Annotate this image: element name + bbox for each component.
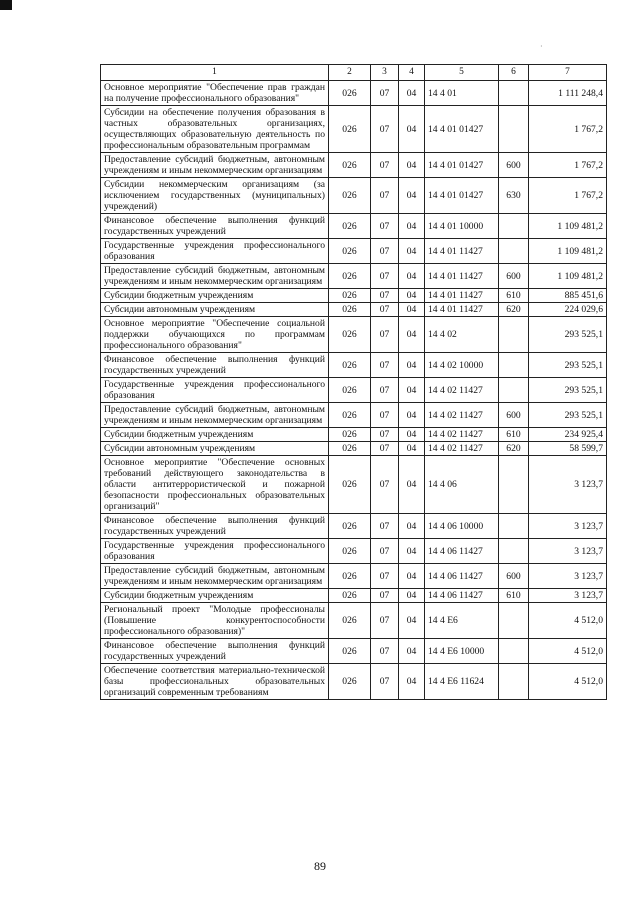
amount-cell: 1 767,2 xyxy=(529,178,607,214)
section-cell: 07 xyxy=(371,353,399,378)
table-row xyxy=(101,153,607,178)
target-article-cell: 14 4 06 11427 xyxy=(425,564,499,589)
row-name-cell: Обеспечение соответствия материально-технической базы профессиональных образовательных организаций современным требованиям xyxy=(101,664,329,700)
ved-code-cell: 026 xyxy=(329,589,371,603)
amount-cell: 4 512,0 xyxy=(529,603,607,639)
amount-cell: 58 599,7 xyxy=(529,442,607,456)
header-cell: 5 xyxy=(425,65,499,81)
subsection-cell: 04 xyxy=(399,153,425,178)
target-article-cell: 14 4 06 11427 xyxy=(425,589,499,603)
target-article-cell: 14 4 01 01427 xyxy=(425,153,499,178)
row-name-cell: Субсидии бюджетным учреждениям xyxy=(101,289,329,303)
expense-type-cell: 600 xyxy=(499,264,529,289)
target-article-cell: 14 4 01 11427 xyxy=(425,303,499,317)
section-cell: 07 xyxy=(371,317,399,353)
ved-code-cell: 026 xyxy=(329,81,371,106)
ved-code-cell: 026 xyxy=(329,303,371,317)
amount-cell: 3 123,7 xyxy=(529,564,607,589)
expense-type-cell xyxy=(499,378,529,403)
target-article-cell: 14 4 02 11427 xyxy=(425,378,499,403)
amount-cell: 234 925,4 xyxy=(529,428,607,442)
amount-cell: 885 451,6 xyxy=(529,289,607,303)
subsection-cell: 04 xyxy=(399,264,425,289)
budget-table xyxy=(100,64,607,700)
table-row xyxy=(101,514,607,539)
amount-cell: 293 525,1 xyxy=(529,353,607,378)
row-name-cell: Предоставление субсидий бюджетным, автономным учреждениям и иным некоммерческим организациям xyxy=(101,153,329,178)
amount-cell: 3 123,7 xyxy=(529,539,607,564)
subsection-cell: 04 xyxy=(399,303,425,317)
expense-type-cell xyxy=(499,317,529,353)
expense-type-cell xyxy=(499,514,529,539)
table-row xyxy=(101,289,607,303)
target-article-cell: 14 4 01 01427 xyxy=(425,178,499,214)
table-row xyxy=(101,264,607,289)
section-cell: 07 xyxy=(371,514,399,539)
table-row xyxy=(101,442,607,456)
target-article-cell: 14 4 E6 10000 xyxy=(425,639,499,664)
ved-code-cell: 026 xyxy=(329,442,371,456)
amount-cell: 293 525,1 xyxy=(529,403,607,428)
amount-cell: 293 525,1 xyxy=(529,317,607,353)
subsection-cell: 04 xyxy=(399,353,425,378)
section-cell: 07 xyxy=(371,664,399,700)
expense-type-cell: 600 xyxy=(499,564,529,589)
amount-cell: 1 767,2 xyxy=(529,153,607,178)
section-cell: 07 xyxy=(371,289,399,303)
ved-code-cell: 026 xyxy=(329,317,371,353)
section-cell: 07 xyxy=(371,603,399,639)
ved-code-cell: 026 xyxy=(329,214,371,239)
row-name-cell: Субсидии бюджетным учреждениям xyxy=(101,428,329,442)
expense-type-cell: 610 xyxy=(499,428,529,442)
expense-type-cell xyxy=(499,214,529,239)
page-number: 89 xyxy=(314,859,326,873)
header-cell: 6 xyxy=(499,65,529,81)
scan-corner-mark xyxy=(0,0,12,10)
row-name-cell: Субсидии некоммерческим организациям (за исключением государственных (муниципальных) учреждений) xyxy=(101,178,329,214)
expense-type-cell xyxy=(499,603,529,639)
table-row xyxy=(101,239,607,264)
row-name-cell: Предоставление субсидий бюджетным, автономным учреждениям и иным некоммерческим организациям xyxy=(101,403,329,428)
row-name-cell: Региональный проект "Молодые профессионалы (Повышение конкурентоспособности профессионального образования)" xyxy=(101,603,329,639)
table-row xyxy=(101,403,607,428)
expense-type-cell: 620 xyxy=(499,442,529,456)
section-cell: 07 xyxy=(371,214,399,239)
target-article-cell: 14 4 E6 xyxy=(425,603,499,639)
table-row xyxy=(101,564,607,589)
ved-code-cell: 026 xyxy=(329,514,371,539)
row-name-cell: Субсидии автономным учреждениям xyxy=(101,303,329,317)
table-row xyxy=(101,378,607,403)
section-cell: 07 xyxy=(371,378,399,403)
row-name-cell: Финансовое обеспечение выполнения функций государственных учреждений xyxy=(101,514,329,539)
expense-type-cell xyxy=(499,664,529,700)
section-cell: 07 xyxy=(371,264,399,289)
target-article-cell: 14 4 01 11427 xyxy=(425,264,499,289)
row-name-cell: Субсидии автономным учреждениям xyxy=(101,442,329,456)
amount-cell: 1 109 481,2 xyxy=(529,264,607,289)
row-name-cell: Государственные учреждения профессионального образования xyxy=(101,378,329,403)
amount-cell: 1 109 481,2 xyxy=(529,214,607,239)
table-row xyxy=(101,539,607,564)
section-cell: 07 xyxy=(371,639,399,664)
section-cell: 07 xyxy=(371,153,399,178)
expense-type-cell: 600 xyxy=(499,153,529,178)
target-article-cell: 14 4 01 xyxy=(425,81,499,106)
ved-code-cell: 026 xyxy=(329,106,371,153)
amount-cell: 1 767,2 xyxy=(529,106,607,153)
ved-code-cell: 026 xyxy=(329,639,371,664)
section-cell: 07 xyxy=(371,178,399,214)
subsection-cell: 04 xyxy=(399,378,425,403)
subsection-cell: 04 xyxy=(399,106,425,153)
target-article-cell: 14 4 01 11427 xyxy=(425,289,499,303)
ved-code-cell: 026 xyxy=(329,428,371,442)
subsection-cell: 04 xyxy=(399,514,425,539)
expense-type-cell xyxy=(499,81,529,106)
subsection-cell: 04 xyxy=(399,403,425,428)
table-row xyxy=(101,428,607,442)
row-name-cell: Предоставление субсидий бюджетным, автономным учреждениям и иным некоммерческим организациям xyxy=(101,564,329,589)
row-name-cell: Субсидии на обеспечение получения образования в частных образовательных организациях, осуществляющих образовательную деятельность по профессиональным образовательным программам xyxy=(101,106,329,153)
expense-type-cell xyxy=(499,106,529,153)
table-row xyxy=(101,603,607,639)
subsection-cell: 04 xyxy=(399,539,425,564)
expense-type-cell: 610 xyxy=(499,289,529,303)
subsection-cell: 04 xyxy=(399,81,425,106)
expense-type-cell xyxy=(499,239,529,264)
table-row xyxy=(101,303,607,317)
section-cell: 07 xyxy=(371,589,399,603)
expense-type-cell xyxy=(499,639,529,664)
target-article-cell: 14 4 E6 11624 xyxy=(425,664,499,700)
target-article-cell: 14 4 02 11427 xyxy=(425,403,499,428)
row-name-cell: Государственные учреждения профессионального образования xyxy=(101,539,329,564)
ved-code-cell: 026 xyxy=(329,564,371,589)
amount-cell: 1 111 248,4 xyxy=(529,81,607,106)
row-name-cell: Основное мероприятие "Обеспечение прав граждан на получение профессионального образования" xyxy=(101,81,329,106)
section-cell: 07 xyxy=(371,456,399,514)
target-article-cell: 14 4 02 11427 xyxy=(425,428,499,442)
subsection-cell: 04 xyxy=(399,442,425,456)
section-cell: 07 xyxy=(371,106,399,153)
target-article-cell: 14 4 01 10000 xyxy=(425,214,499,239)
subsection-cell: 04 xyxy=(399,664,425,700)
subsection-cell: 04 xyxy=(399,639,425,664)
amount-cell: 4 512,0 xyxy=(529,639,607,664)
table-row xyxy=(101,353,607,378)
section-cell: 07 xyxy=(371,403,399,428)
ved-code-cell: 026 xyxy=(329,153,371,178)
section-cell: 07 xyxy=(371,442,399,456)
ved-code-cell: 026 xyxy=(329,403,371,428)
amount-cell: 293 525,1 xyxy=(529,378,607,403)
expense-type-cell xyxy=(499,456,529,514)
subsection-cell: 04 xyxy=(399,589,425,603)
ved-code-cell: 026 xyxy=(329,539,371,564)
ved-code-cell: 026 xyxy=(329,378,371,403)
amount-cell: 3 123,7 xyxy=(529,514,607,539)
row-name-cell: Субсидии бюджетным учреждениям xyxy=(101,589,329,603)
target-article-cell: 14 4 02 10000 xyxy=(425,353,499,378)
row-name-cell: Основное мероприятие "Обеспечение основных требований действующего законодательства в области антитеррористической и пожарной безопасности профессиональных образовательных организаций" xyxy=(101,456,329,514)
table-row xyxy=(101,178,607,214)
scan-speck: · xyxy=(540,42,543,51)
section-cell: 07 xyxy=(371,539,399,564)
table-row xyxy=(101,214,607,239)
subsection-cell: 04 xyxy=(399,564,425,589)
target-article-cell: 14 4 01 01427 xyxy=(425,106,499,153)
target-article-cell: 14 4 06 10000 xyxy=(425,514,499,539)
section-cell: 07 xyxy=(371,303,399,317)
target-article-cell: 14 4 01 11427 xyxy=(425,239,499,264)
ved-code-cell: 026 xyxy=(329,264,371,289)
amount-cell: 224 029,6 xyxy=(529,303,607,317)
table-row xyxy=(101,317,607,353)
subsection-cell: 04 xyxy=(399,317,425,353)
expense-type-cell: 610 xyxy=(499,589,529,603)
header-cell: 7 xyxy=(529,65,607,81)
row-name-cell: Основное мероприятие "Обеспечение социальной поддержки обучающихся по программам профессионального образования" xyxy=(101,317,329,353)
ved-code-cell: 026 xyxy=(329,456,371,514)
target-article-cell: 14 4 06 xyxy=(425,456,499,514)
expense-type-cell xyxy=(499,539,529,564)
ved-code-cell: 026 xyxy=(329,664,371,700)
amount-cell: 3 123,7 xyxy=(529,456,607,514)
amount-cell: 3 123,7 xyxy=(529,589,607,603)
subsection-cell: 04 xyxy=(399,239,425,264)
ved-code-cell: 026 xyxy=(329,603,371,639)
expense-type-cell: 600 xyxy=(499,403,529,428)
table-header-row xyxy=(101,65,607,81)
subsection-cell: 04 xyxy=(399,289,425,303)
table-row xyxy=(101,664,607,700)
section-cell: 07 xyxy=(371,239,399,264)
subsection-cell: 04 xyxy=(399,178,425,214)
row-name-cell: Государственные учреждения профессионального образования xyxy=(101,239,329,264)
subsection-cell: 04 xyxy=(399,603,425,639)
expense-type-cell: 620 xyxy=(499,303,529,317)
ved-code-cell: 026 xyxy=(329,178,371,214)
subsection-cell: 04 xyxy=(399,456,425,514)
subsection-cell: 04 xyxy=(399,214,425,239)
expense-type-cell: 630 xyxy=(499,178,529,214)
target-article-cell: 14 4 06 11427 xyxy=(425,539,499,564)
table-row xyxy=(101,639,607,664)
row-name-cell: Предоставление субсидий бюджетным, автономным учреждениям и иным некоммерческим организациям xyxy=(101,264,329,289)
amount-cell: 4 512,0 xyxy=(529,664,607,700)
amount-cell: 1 109 481,2 xyxy=(529,239,607,264)
expense-type-cell xyxy=(499,353,529,378)
target-article-cell: 14 4 02 11427 xyxy=(425,442,499,456)
target-article-cell: 14 4 02 xyxy=(425,317,499,353)
header-cell: 3 xyxy=(371,65,399,81)
section-cell: 07 xyxy=(371,428,399,442)
row-name-cell: Финансовое обеспечение выполнения функций государственных учреждений xyxy=(101,353,329,378)
section-cell: 07 xyxy=(371,564,399,589)
header-cell: 4 xyxy=(399,65,425,81)
table-row xyxy=(101,589,607,603)
row-name-cell: Финансовое обеспечение выполнения функций государственных учреждений xyxy=(101,214,329,239)
ved-code-cell: 026 xyxy=(329,239,371,264)
row-name-cell: Финансовое обеспечение выполнения функций государственных учреждений xyxy=(101,639,329,664)
section-cell: 07 xyxy=(371,81,399,106)
header-cell: 1 xyxy=(101,65,329,81)
table-row xyxy=(101,456,607,514)
table-row xyxy=(101,106,607,153)
ved-code-cell: 026 xyxy=(329,289,371,303)
ved-code-cell: 026 xyxy=(329,353,371,378)
subsection-cell: 04 xyxy=(399,428,425,442)
header-cell: 2 xyxy=(329,65,371,81)
table-row xyxy=(101,81,607,106)
